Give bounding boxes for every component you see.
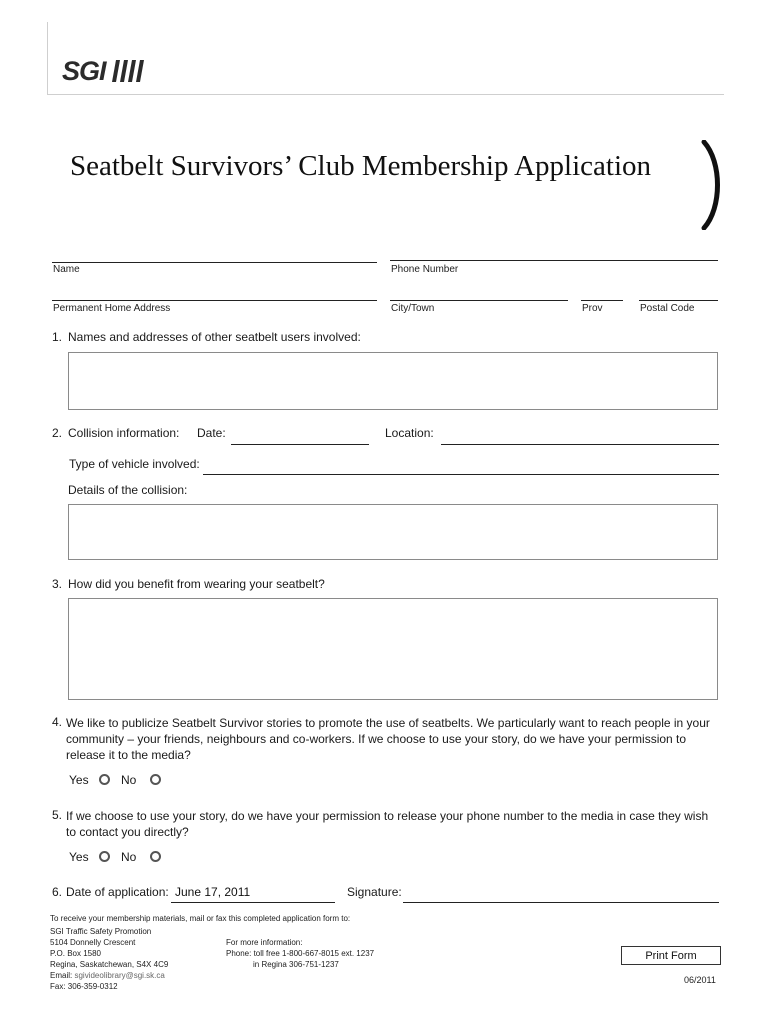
email-label: Email: — [50, 971, 73, 980]
application-date-input[interactable]: June 17, 2011 — [175, 885, 251, 899]
mailing-address — [50, 926, 168, 992]
q5-text-line2: to contact you directly? — [66, 825, 189, 839]
q5-no-radio[interactable] — [150, 851, 161, 862]
q4-text-line1: We like to publicize Seatbelt Survivor stories to promote the use of seatbelts. We particularly want to reach people in your — [66, 716, 710, 730]
page-title: Seatbelt Survivors’ Club Membership Application — [70, 150, 652, 182]
q5-no-label: No — [121, 850, 137, 864]
q4-text-line2: community – your friends, neighbours and co-workers. If we choose to use your story, do we have your permission to — [66, 732, 687, 746]
print-form-button[interactable]: Print Form — [621, 946, 721, 965]
city-address: Regina, Saskatchewan, S4X 4C9 — [50, 960, 169, 969]
q5-yes-radio[interactable] — [99, 851, 110, 862]
q4-text — [66, 715, 726, 763]
closing-paren-decoration — [698, 140, 728, 230]
phone-regina: in Regina 306-751-1237 — [253, 960, 339, 969]
q5-yes-label: Yes — [69, 850, 89, 864]
vehicle-type-input[interactable] — [203, 474, 719, 475]
phone-tollfree: Phone: toll free 1-800-667-8015 ext. 1237 — [226, 949, 375, 958]
q4-yes-label: Yes — [69, 773, 89, 787]
postal-code-input[interactable] — [639, 300, 718, 301]
sgi-logo-stripes-icon — [112, 60, 148, 82]
collision-details-label: Details of the collision: — [68, 483, 188, 497]
application-date-label: Date of application: — [66, 885, 169, 899]
city-input[interactable] — [390, 300, 568, 301]
q4-number: 4. — [52, 715, 63, 729]
city-label: City/Town — [391, 303, 435, 314]
application-date-underline — [171, 902, 335, 903]
q4-no-radio[interactable] — [150, 774, 161, 785]
collision-location-label: Location: — [385, 426, 434, 440]
collision-details-textarea[interactable] — [68, 504, 718, 560]
form-revision-date: 06/2011 — [684, 975, 716, 985]
org-name: SGI Traffic Safety Promotion — [50, 927, 152, 936]
q2-number: 2. — [52, 426, 63, 440]
q6-number: 6. — [52, 885, 63, 899]
q5-number: 5. — [52, 808, 63, 822]
signature-label: Signature: — [347, 885, 402, 899]
q3-textarea[interactable] — [68, 598, 718, 700]
q3-text: How did you benefit from wearing your seatbelt? — [68, 577, 325, 591]
q4-text-line3: release it to the media? — [66, 748, 191, 762]
sgi-logo: SGI — [62, 56, 106, 86]
address-label: Permanent Home Address — [53, 303, 171, 314]
info-block — [226, 937, 374, 970]
collision-date-input[interactable] — [231, 444, 369, 445]
signature-input[interactable] — [403, 902, 719, 903]
street-address: 5104 Donnelly Crescent — [50, 938, 136, 947]
name-label: Name — [53, 264, 80, 275]
q5-text-line1: If we choose to use your story, do we have your permission to release your phone number to the media in case they wish — [66, 809, 709, 823]
q4-no-label: No — [121, 773, 137, 787]
q1-text: Names and addresses of other seatbelt users involved: — [68, 330, 361, 344]
q3-number: 3. — [52, 577, 63, 591]
q4-yes-radio[interactable] — [99, 774, 110, 785]
q1-textarea[interactable] — [68, 352, 718, 410]
prov-label: Prov — [582, 303, 603, 314]
fax-line: Fax: 306-359-0312 — [50, 982, 118, 991]
postal-code-label: Postal Code — [640, 303, 695, 314]
q1-number: 1. — [52, 330, 63, 344]
email-line — [50, 970, 168, 981]
q2-text: Collision information: — [68, 426, 180, 440]
name-input[interactable] — [52, 262, 377, 263]
prov-input[interactable] — [581, 300, 623, 301]
collision-location-input[interactable] — [441, 444, 719, 445]
collision-date-label: Date: — [197, 426, 226, 440]
q5-text — [66, 808, 726, 840]
footer-intro: To receive your membership materials, mail or fax this completed application form to: — [50, 914, 351, 923]
vehicle-type-label: Type of vehicle involved: — [69, 457, 200, 471]
address-input[interactable] — [52, 300, 377, 301]
phone-label: Phone Number — [391, 264, 459, 275]
phone-input[interactable] — [390, 260, 718, 261]
po-box: P.O. Box 1580 — [50, 949, 101, 958]
email-link[interactable]: sgivideolibrary@sgi.sk.ca — [74, 971, 165, 980]
info-title: For more information: — [226, 938, 303, 947]
header-frame — [47, 22, 724, 95]
